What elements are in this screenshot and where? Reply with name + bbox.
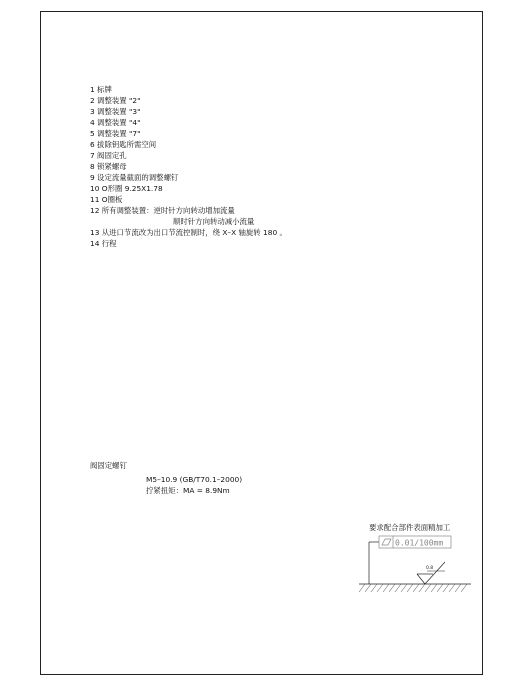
surface-finish-title: 要求配合部件表面精加工 [369,523,451,532]
legend-item-4: 4 调整装置 "4" [90,118,141,127]
fixing-screw-torque: 拧紧扭矩：MA = 8.9Nm [146,486,230,495]
legend-item-12-continuation: 顺时针方向转动减小流量 [173,217,255,226]
parts-legend [90,84,287,249]
fixing-screw-title: 阀固定螺钉 [90,461,127,470]
legend-item-6: 6 拔除钥匙所需空间 [90,140,157,149]
legend-item-2: 2 调整装置 "2" [90,96,141,105]
legend-item-3: 3 调整装置 "3" [90,107,141,116]
legend-item-12: 12 所有调整装置：逆时针方向转动增加流量 [90,206,235,215]
fixing-screw-spec: M5–10.9 (GB/T70.1–2000) [146,475,243,484]
surface-finish-symbol [355,534,473,600]
legend-item-7: 7 阀固定孔 [90,151,127,160]
flatness-tolerance-value: 0.01/100mm [395,538,444,548]
fixing-screw-note [90,460,242,496]
roughness-value: 0.8 [426,566,434,571]
legend-item-5: 5 调整装置 "7" [90,129,141,138]
legend-item-11: 11 O圈板 [90,195,123,204]
surface-finish-requirement [355,522,473,600]
legend-item-14: 14 行程 [90,239,117,248]
surface-hatching [359,584,467,592]
legend-item-9: 9 设定流量截面的调整螺钉 [90,173,179,182]
legend-item-1: 1 标牌 [90,85,112,94]
legend-item-10: 10 O形圈 9.25X1.78 [90,184,163,193]
legend-item-13: 13 从进口节流改为出口节流控制时，绕 X–X 轴旋转 180 。 [90,228,287,237]
legend-item-8: 8 锁紧螺母 [90,162,127,171]
